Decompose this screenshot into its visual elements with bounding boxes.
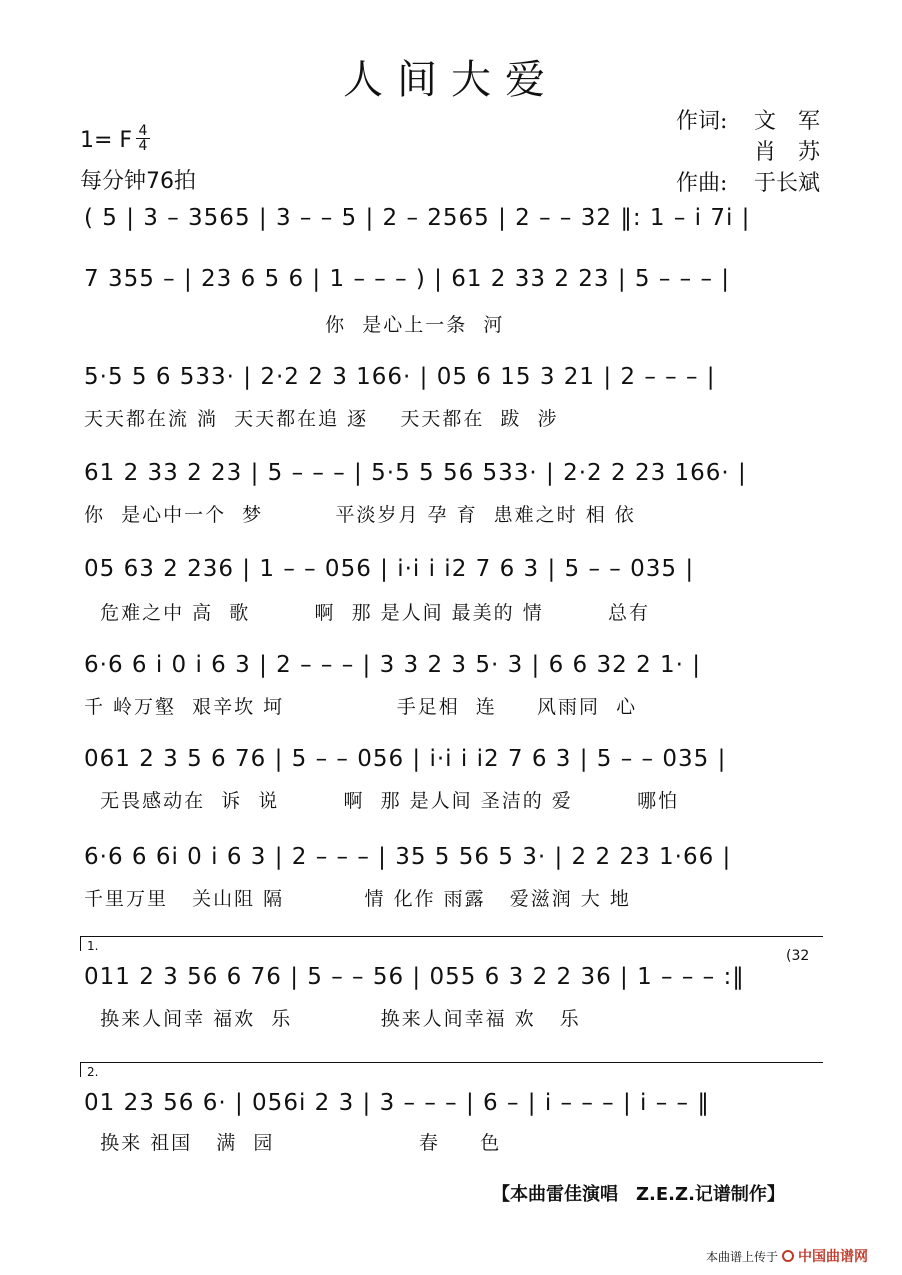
second-ending-bracket [80, 1062, 823, 1077]
score-line-6-lyrics: 千 岭万壑 艰辛坎 坷 手足相 连 风雨同 心 [84, 696, 638, 718]
key-signature: 1= F [80, 128, 133, 153]
site-name: 中国曲谱网 [798, 1249, 869, 1265]
second-ending-label: 2. [87, 1065, 99, 1079]
upload-label: 本曲谱上传于 [706, 1249, 779, 1264]
upload-notice [706, 1246, 868, 1266]
score-line-9-lyrics: 换来人间幸 福欢 乐 换来人间幸福 欢 乐 [84, 1008, 581, 1030]
credits [676, 106, 820, 199]
lyricist-1: 文 军 [754, 109, 821, 134]
composer: 于长斌 [754, 171, 821, 196]
score-line-4-notes: 61 2 33 2 23 | 5 – – – | 5·5 5 56 533· | 2·2 2 23 166· | [84, 460, 747, 486]
score-line-7-notes: 061 2 3 5 6 76 | 5 – – 056 | i·i i i2 7 6 3 | 5 – – 035 | [84, 746, 727, 772]
score-line-8-lyrics: 千里万里 关山阻 隔 情 化作 雨露 爱滋润 大 地 [84, 888, 631, 910]
lyricist-2: 肖 苏 [754, 140, 821, 165]
song-title: 人间大爱 [343, 57, 559, 103]
score-line-9-notes: 011 2 3 56 6 76 | 5 – – 56 | 055 6 3 2 2 36 | 1 – – – :‖ [84, 964, 745, 990]
score-line-2-lyrics: 你 是心上一条 河 [84, 314, 505, 336]
score-line-3-notes: 5·5 5 6 533· | 2·2 2 3 166· | 05 6 15 3 21 | 2 – – – | [84, 364, 716, 390]
score-line-3-lyrics: 天天都在流 淌 天天都在追 逐 天天都在 跋 涉 [84, 408, 559, 430]
score-line-1-notes: ( 5 | 3 – 3565 | 3 – – 5 | 2 – 2565 | 2 – – 32 ‖: 1 – i 7i | [84, 205, 751, 231]
first-ending-bracket [80, 936, 823, 951]
score-line-6-notes: 6·6 6 i 0 i 6 3 | 2 – – – | 3 3 2 3 5· 3 | 6 6 32 2 1· | [84, 652, 702, 678]
composer-label: 作曲: [676, 171, 728, 196]
score-line-10-notes: 01 23 56 6· | 056i 2 3 | 3 – – – | 6 – | i – – – | i – – ‖ [84, 1090, 710, 1116]
score-line-5-lyrics: 危难之中 高 歌 啊 那 是人间 最美的 情 总有 [84, 602, 651, 624]
time-signature [136, 124, 150, 153]
score-line-8-notes: 6·6 6 6i 0 i 6 3 | 2 – – – | 35 5 56 5 3· | 2 2 23 1·66 | [84, 844, 732, 870]
score-line-5-notes: 05 63 2 236 | 1 – – 056 | i·i i i2 7 6 3 | 5 – – 035 | [84, 556, 695, 582]
score-line-4-lyrics: 你 是心中一个 梦 平淡岁月 孕 育 患难之时 相 依 [84, 504, 636, 526]
time-signature-top: 4 [138, 123, 148, 139]
lyricist-label: 作词: [676, 109, 728, 134]
score-line-2-notes: 7 355 – | 23 6 5 6 | 1 – – – ) | 61 2 33 2 23 | 5 – – – | [84, 266, 731, 292]
score-line-10-lyrics: 换来 祖国 满 园 春 色 [84, 1132, 502, 1154]
first-ending-label: 1. [87, 939, 99, 953]
tempo-marking: 每分钟76拍 [80, 169, 196, 194]
site-logo-icon [782, 1250, 794, 1262]
repeat-hint: (32 [786, 948, 810, 964]
performance-credit: 【本曲雷佳演唱 Z.E.Z.记谱制作】 [492, 1184, 785, 1205]
score-line-7-lyrics: 无畏感动在 诉 说 啊 那 是人间 圣洁的 爱 哪怕 [84, 790, 680, 812]
time-signature-bottom: 4 [138, 138, 148, 154]
